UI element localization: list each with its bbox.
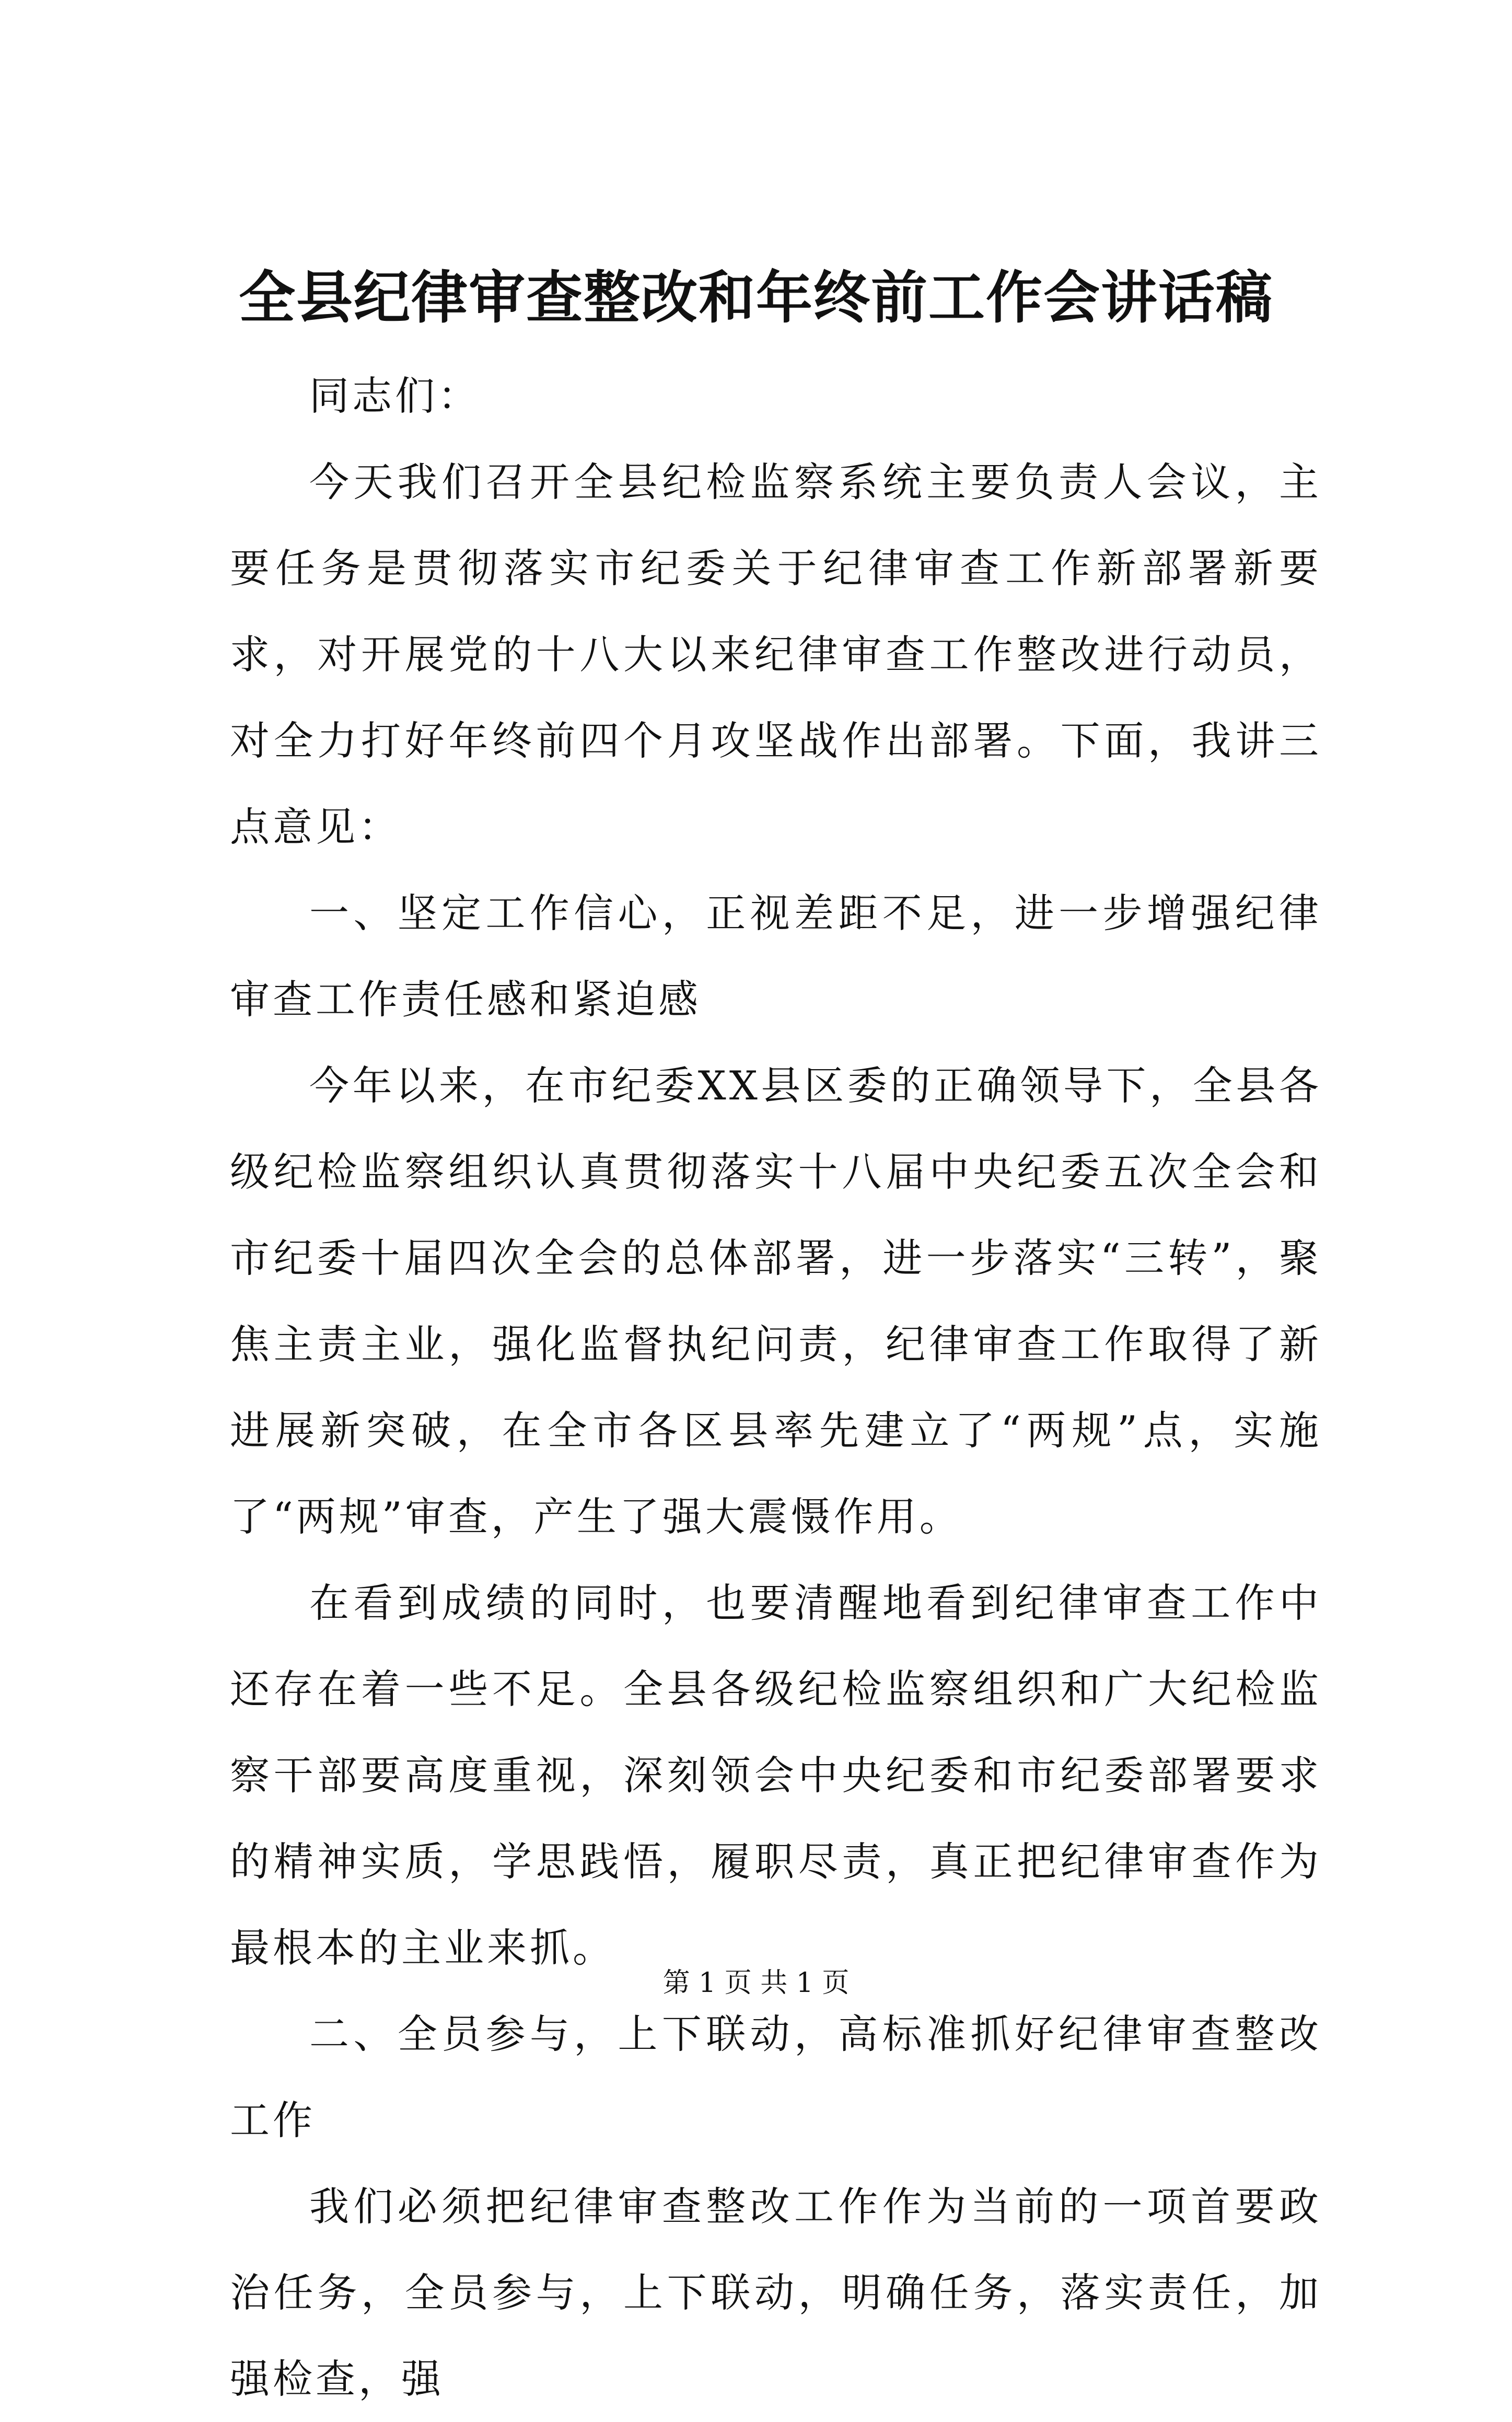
salutation: 同志们： [309, 373, 481, 419]
section-heading-1: 一、坚定工作信心，正视差距不足，进一步增强纪律审查工作责任感和紧迫感 [230, 890, 1322, 1023]
paragraph-intro: 今天我们召开全县纪检监察系统主要负责人会议，主要任务是贯彻落实市纪委关于纪律审查工作新部署新要求，对开展党的十八大以来纪律审查工作整改进行动员，对全力打好年终前四个月攻坚战作出部署。下面，我讲三点意见： [230, 459, 1322, 850]
paragraph-rectification: 我们必须把纪律审查整改工作作为当前的一项首要政治任务，全员参与，上下联动，明确任务，落实责任，加强检查，强 [230, 2183, 1322, 2402]
paragraph-achievements: 今年以来，在市纪委XX县区委的正确领导下，全县各级纪检监察组织认真贯彻落实十八届中央纪委五次全会和市纪委十届四次全会的总体部署，进一步落实“三转”，聚焦主责主业，强化监督执纪问责，纪律审查工作取得了新进展新突破，在全市各区县率先建立了“两规”点，实施了“两规”审查，产生了强大震慑作用。 [230, 1062, 1322, 1540]
document-title: 全县纪律审查整改和年终前工作会讲话稿 [238, 265, 1273, 331]
paragraph-shortcomings: 在看到成绩的同时，也要清醒地看到纪律审查工作中还存在着一些不足。全县各级纪检监察组织和广大纪检监察干部要高度重视，深刻领会中央纪委和市纪委部署要求的精神实质，学思践悟，履职尽责，真正把纪律审查作为最根本的主业来抓。 [230, 1580, 1322, 1971]
document-body [230, 353, 1322, 2422]
section-heading-2: 二、全员参与，上下联动，高标准抓好纪律审查整改工作 [230, 2011, 1322, 2143]
page-number-footer: 第 1 页 共 1 页 [662, 1967, 850, 1999]
